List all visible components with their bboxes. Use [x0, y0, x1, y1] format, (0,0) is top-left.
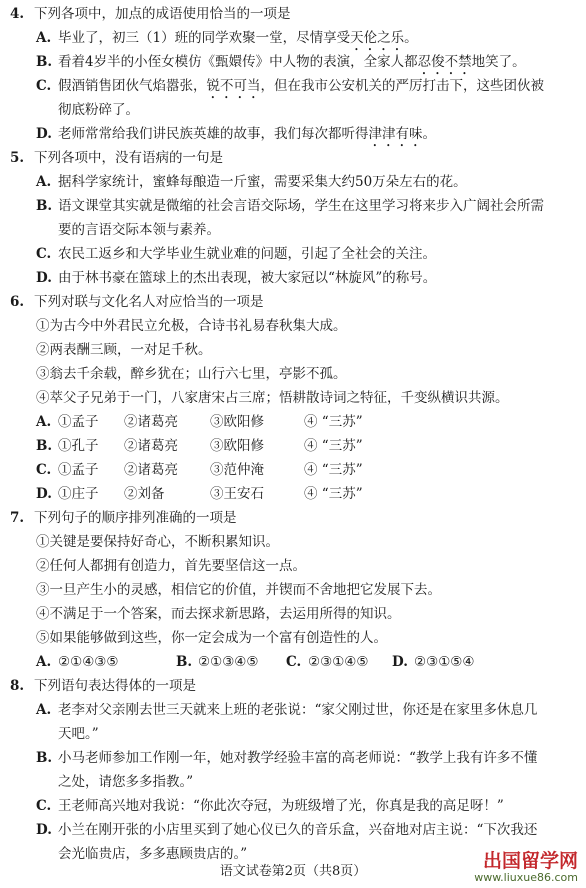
- q6-couplet-1: ①为古今中外君民立允极，合诗书礼易春秋集大成。: [36, 318, 347, 334]
- site-watermark: [474, 850, 578, 884]
- q6-option-c: C. ①孟子 ②诸葛亮 ③范仲淹 ④ “三苏”: [36, 462, 363, 478]
- q6-couplet-3: ③翁去千余载，醉乡犹在；山行六七里，亭影不孤。: [36, 366, 347, 382]
- q7-option-a: A. ②①④③⑤: [36, 654, 119, 670]
- question-8-stem: 8. 下列语句表达得体的一项是: [10, 678, 196, 694]
- q8-option-c: C. 王老师高兴地对我说：“你此次夺冠，为班级增了光，你真是我的高足呀！”: [36, 798, 504, 814]
- q5-option-a: A. 据科学家统计，蜜蜂每酿造一斤蜜，需要采集大约50万朵左右的花。: [36, 174, 467, 190]
- q8-option-a-cont: 天吧。”: [58, 726, 99, 742]
- question-number: 4.: [10, 6, 25, 22]
- watermark-url: www.liuxue86.com: [474, 871, 578, 884]
- page-footer: 语文试卷第2页（共8页）: [219, 864, 367, 879]
- q6-option-a: A. ①孟子 ②诸葛亮 ③欧阳修 ④ “三苏”: [36, 414, 363, 430]
- q7-sentence-4: ④不满足于一个答案，而去探求新思路，去运用所得的知识。: [36, 606, 401, 622]
- question-5-stem: 5. 下列各项中，没有语病的一句是: [10, 150, 223, 166]
- q8-option-d-cont: 会光临贵店，多多惠顾贵店的。”: [58, 846, 248, 862]
- question-number: 5.: [10, 150, 25, 166]
- q7-option-c: C. ②③①④⑤: [286, 654, 369, 670]
- q8-option-b: B. 小马老师参加工作刚一年，她对教学经验丰富的高老师说：“教学上我有许多不懂: [36, 750, 538, 766]
- q7-option-d: D. ②③①⑤④: [392, 654, 475, 670]
- q5-option-c: C. 农民工返乡和大学毕业生就业难的问题，引起了全社会的关注。: [36, 246, 436, 262]
- q7-option-b: B. ②①③④⑤: [176, 654, 259, 670]
- question-number: 8.: [10, 678, 25, 694]
- watermark-logo-text: 出国留学网: [482, 850, 578, 872]
- q7-sentence-2: ②任何人都拥有创造力，首先要坚信这一点。: [36, 558, 306, 574]
- question-4-stem: 4. 下列各项中，加点的成语使用恰当的一项是: [10, 6, 291, 22]
- question-6-stem: 6. 下列对联与文化名人对应恰当的一项是: [10, 294, 264, 310]
- question-7-stem: 7. 下列句子的顺序排列准确的一项是: [10, 510, 237, 526]
- q7-options: [36, 652, 475, 672]
- q4-option-b: B. 看着4岁半的小侄女模仿《甄嬛传》中人物的表演，全家人都忍俊不禁地笑了。: [36, 54, 526, 70]
- q6-option-d: D. ①庄子 ②刘备 ③王安石 ④ “三苏”: [36, 486, 363, 502]
- q8-option-d: D. 小兰在刚开张的小店里买到了她心仪已久的音乐盒，兴奋地对店主说：“下次我还: [36, 822, 538, 838]
- q5-option-d: D. 由于林书豪在篮球上的杰出表现，被大家冠以“林旋风”的称号。: [36, 270, 437, 286]
- q7-sentence-5: ⑤如果能够做到这些，你一定会成为一个富有创造性的人。: [36, 630, 387, 646]
- q4-option-a: A. 毕业了，初三（1）班的同学欢聚一堂，尽情享受天伦之乐。: [36, 30, 418, 46]
- question-number: 6.: [10, 294, 25, 310]
- q5-option-b: B. 语文课堂其实就是微缩的社会言语交际场，学生在这里学习将来步入广阔社会所需: [36, 198, 544, 214]
- q7-sentence-1: ①关键是要保持好奇心，不断积累知识。: [36, 534, 279, 550]
- q8-option-b-cont: 之处，请您多多指教。”: [58, 774, 194, 790]
- q6-option-b: B. ①孔子 ②诸葛亮 ③欧阳修 ④ “三苏”: [36, 438, 363, 454]
- q7-sentence-3: ③一旦产生小的灵感，相信它的价值，并锲而不舍地把它发展下去。: [36, 582, 441, 598]
- q4-option-c: C. 假酒销售团伙气焰嚣张，锐不可当，但在我市公安机关的严厉打击下，这些团伙被: [36, 78, 544, 94]
- question-number: 7.: [10, 510, 25, 526]
- q8-option-a: A. 老李对父亲刚去世三天就来上班的老张说：“家父刚过世，你还是在家里多休息几: [36, 702, 538, 718]
- q6-couplet-2: ②两表酬三顾，一对足千秋。: [36, 342, 212, 358]
- q6-couplet-4: ④萃父子兄弟于一门，八家唐宋占三席；悟耕散诗词之特征，千变纵横识共源。: [36, 390, 509, 406]
- q4-option-d: D. 老师常常给我们讲民族英雄的故事，我们每次都听得津津有味。: [36, 126, 436, 142]
- q4-option-c-cont: 彻底粉碎了。: [58, 102, 139, 118]
- q5-option-b-cont: 要的言语交际本领与素养。: [58, 222, 220, 238]
